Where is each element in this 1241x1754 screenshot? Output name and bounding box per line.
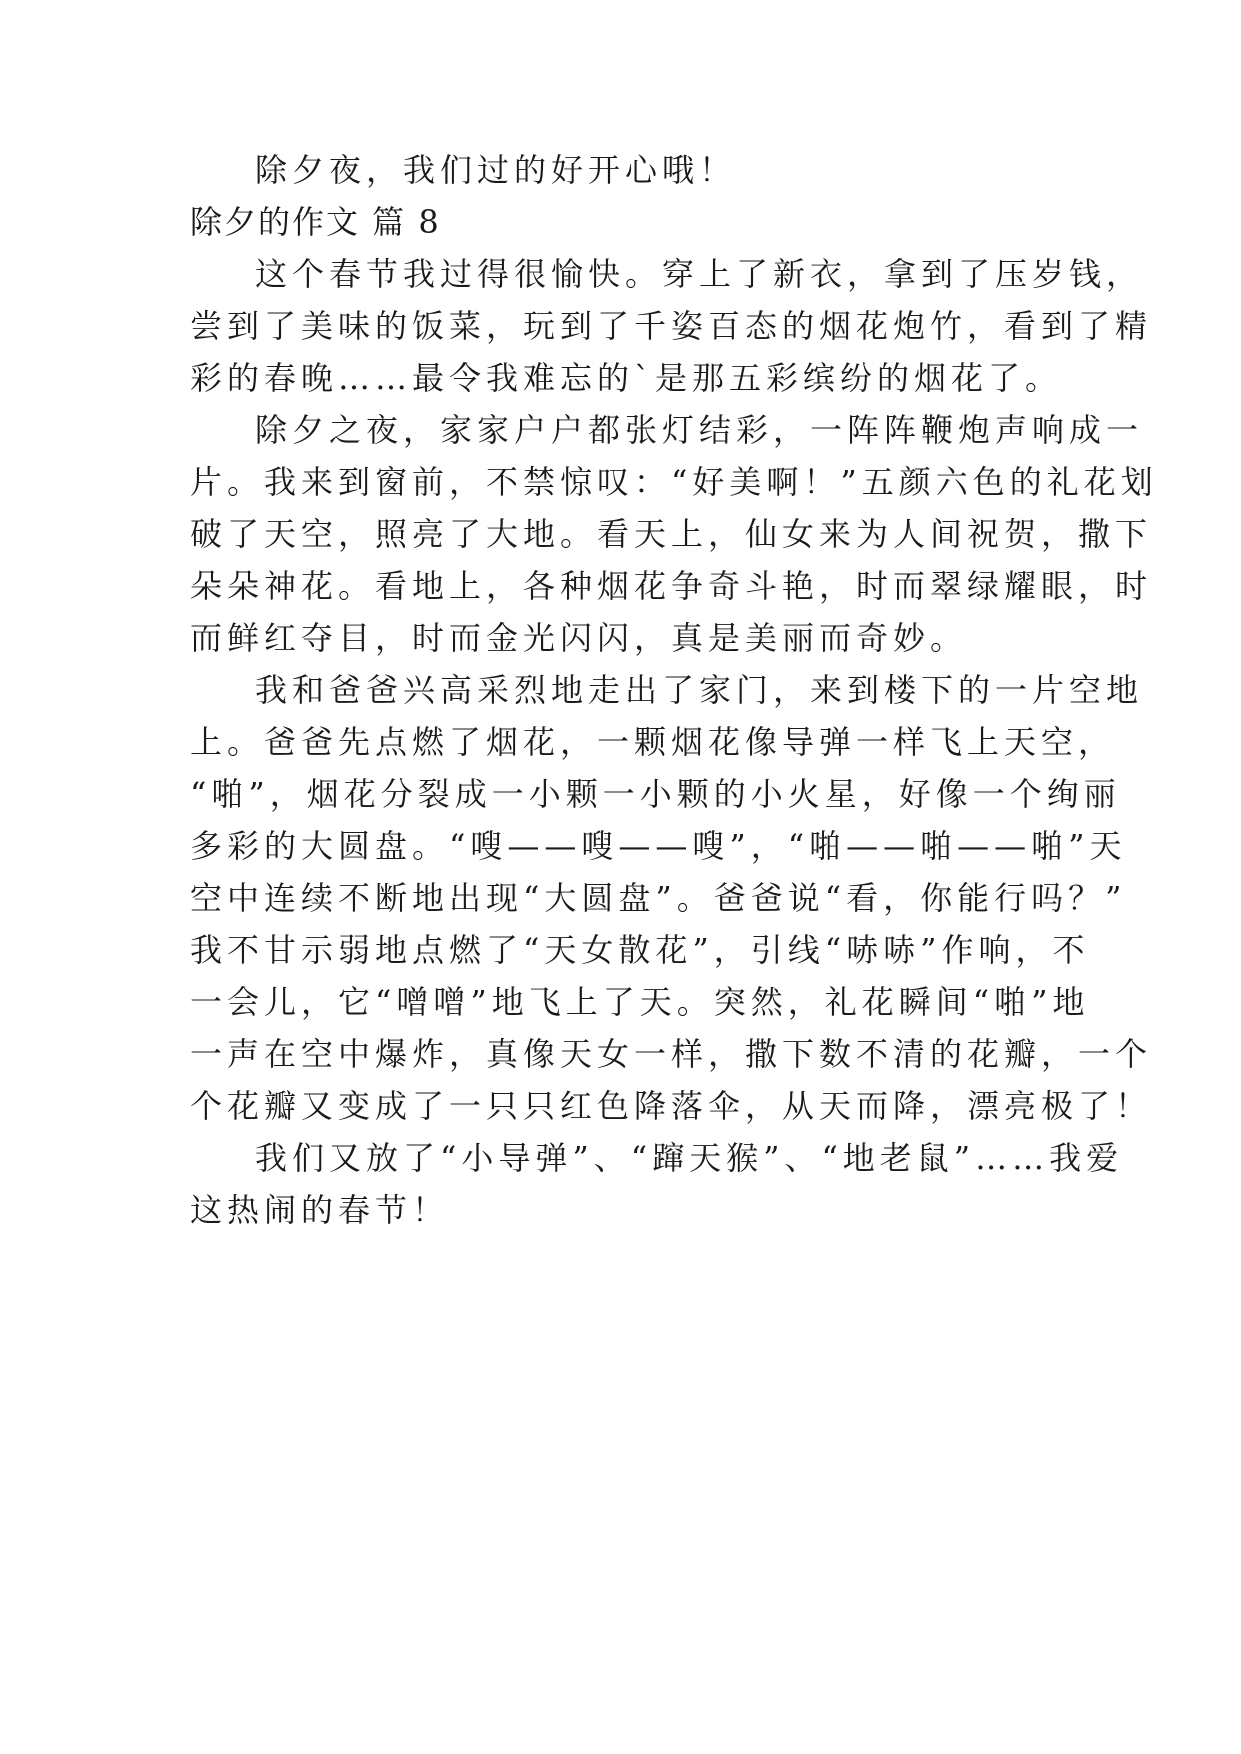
intro-line: 除夕夜，我们过的好开心哦！ [255,151,737,189]
paragraph-line: 片。我来到窗前，不禁惊叹：“好美啊！”五颜六色的礼花划 [190,463,1158,501]
paragraph-line: 我们又放了“小导弹”、“蹿天猴”、“地老鼠”……我爱 [255,1139,1124,1177]
paragraph-line: 破了天空，照亮了大地。看天上，仙女来为人间祝贺，撒下 [190,515,1153,553]
paragraph-line: 我和爸爸兴高采烈地走出了家门，来到楼下的一片空地 [255,671,1144,709]
paragraph-line: 除夕之夜，家家户户都张灯结彩，一阵阵鞭炮声响成一 [255,411,1144,449]
paragraph-line: 朵朵神花。看地上，各种烟花争奇斗艳，时而翠绿耀眼，时 [190,567,1153,605]
paragraph-line: “啪”，烟花分裂成一小颗一小颗的小火星，好像一个绚丽 [190,775,1121,813]
paragraph-line: 我不甘示弱地点燃了“天女散花”，引线“哧哧”作响，不 [190,931,1090,969]
paragraph-line: 个花瓣又变成了一只只红色降落伞，从天而降，漂亮极了！ [190,1087,1153,1125]
paragraph-line: 一声在空中爆炸，真像天女一样，撒下数不清的花瓣，一个 [190,1035,1153,1073]
paragraph-line: 多彩的大圆盘。“嗖——嗖——嗖”，“啪——啪——啪”天 [190,827,1127,865]
paragraph-line: 这热闹的春节！ [190,1191,450,1229]
paragraph-line: 尝到了美味的饭菜，玩到了千姿百态的烟花炮竹，看到了精 [190,307,1153,345]
paragraph-line: 而鲜红夺目，时而金光闪闪，真是美丽而奇妙。 [190,619,968,657]
paragraph-line: 一会儿，它“噌噌”地飞上了天。突然，礼花瞬间“啪”地 [190,983,1090,1021]
paragraph-line: 空中连续不断地出现“大圆盘”。爸爸说“看，你能行吗？” [190,879,1127,917]
paragraph-line: 这个春节我过得很愉快。穿上了新衣，拿到了压岁钱， [255,255,1144,293]
section-title: 除夕的作文 篇 8 [190,203,441,241]
paragraph-line: 彩的春晚……最令我难忘的`是那五彩缤纷的烟花了。 [190,359,1063,397]
paragraph-line: 上。爸爸先点燃了烟花，一颗烟花像导弹一样飞上天空， [190,723,1116,761]
